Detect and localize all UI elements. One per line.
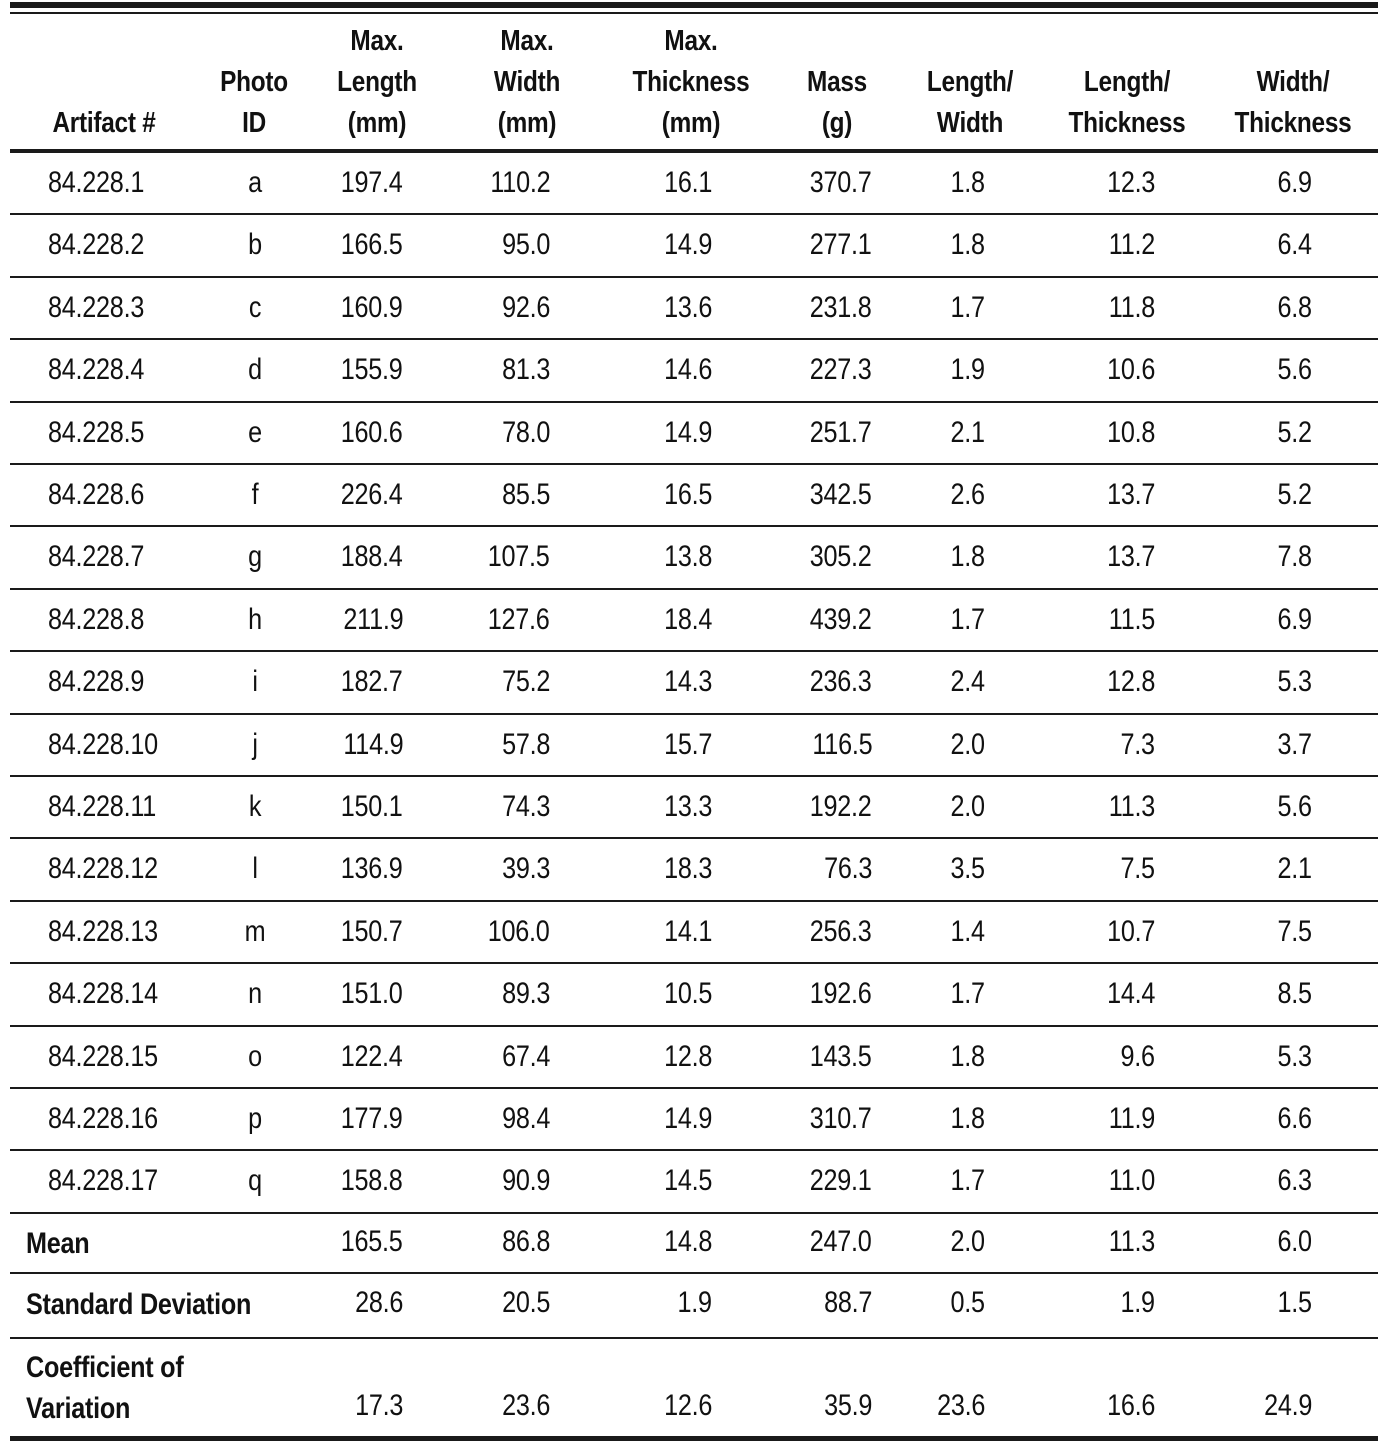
cell-value: 11.2 [1108,228,1155,262]
summary-value: 1.9 [1120,1286,1155,1319]
summary-label: Mean [26,1227,90,1260]
cell-value: 160.9 [341,290,403,324]
cell-artifact-number: 84.228.5 [48,415,145,449]
table-row [10,278,1378,340]
cell-value: 14.3 [663,665,712,699]
cell-value: 107.5 [488,540,550,574]
summary-value: 16.6 [1106,1389,1155,1422]
column-header-line: Length/ [1083,66,1171,98]
cell-value: 13.8 [663,540,712,574]
summary-value: 17.3 [354,1389,403,1422]
table-top-rule-thick [10,2,1378,8]
cell-artifact-number: 84.228.16 [48,1102,158,1135]
summary-value: 2.0 [950,1225,985,1258]
cell-value: 197.4 [341,166,403,199]
cell-value: 1.7 [950,1164,985,1198]
cell-value: 90.9 [501,1164,550,1198]
summary-value: 88.7 [823,1286,872,1319]
column-header-line: (g) [821,107,853,139]
cell-value: 9.6 [1120,1039,1155,1073]
cell-value: 95.0 [501,228,550,262]
cell-value: 12.3 [1106,166,1155,199]
summary-value: 165.5 [341,1225,403,1258]
cell-photo-id: n [248,977,262,1011]
summary-row-standard-deviation [10,1274,1378,1339]
cell-value: 1.9 [950,353,985,387]
column-header-max-length [322,22,431,144]
cell-value: 14.9 [663,415,712,449]
column-header-line: Artifact # [52,107,156,139]
table-row [10,652,1378,714]
cell-value: 7.3 [1120,727,1155,761]
table-row [10,340,1378,402]
cell-value: 14.9 [663,228,712,262]
cell-value: 2.4 [950,665,985,699]
cell-value: 67.4 [501,1039,550,1073]
cell-value: 98.4 [501,1102,550,1135]
cell-value: 342.5 [810,478,872,511]
summary-value: 23.6 [936,1389,985,1422]
column-header-line: Width [936,107,1004,139]
column-header-length-thickness [1047,22,1207,144]
cell-photo-id: k [248,790,262,823]
cell-value: 136.9 [341,852,403,886]
cell-value: 251.7 [810,415,872,449]
cell-value: 5.3 [1277,1039,1312,1073]
column-header-line: Max. [664,25,718,57]
summary-row-mean [10,1213,1378,1274]
cell-value: 11.9 [1108,1102,1155,1135]
cell-value: 7.5 [1277,914,1312,948]
cell-value: 1.4 [950,914,985,948]
column-header-photo-id [208,22,300,144]
summary-label: Coefficient of Variation [26,1351,184,1425]
column-header-line: Mass [807,66,867,98]
cell-value: 6.9 [1277,166,1312,199]
cell-value: 177.9 [341,1102,403,1135]
column-header-line: Photo [220,66,288,98]
cell-value: 1.7 [950,977,985,1011]
cell-photo-id: q [248,1164,262,1198]
table-row [10,527,1378,589]
summary-value: 86.8 [501,1225,550,1258]
column-header-line: (mm) [347,107,407,139]
cell-artifact-number: 84.228.8 [48,602,145,636]
summary-value: 1.5 [1277,1286,1312,1319]
cell-value: 116.5 [812,727,872,761]
summary-value: 12.6 [663,1389,712,1422]
cell-artifact-number: 84.228.12 [48,852,158,886]
cell-photo-id: d [248,353,262,387]
summary-value: 35.9 [823,1389,872,1422]
table-row [10,1151,1378,1213]
cell-value: 92.6 [501,290,550,324]
table-row [10,715,1378,777]
column-header-line: Length/ [926,66,1014,98]
cell-value: 15.7 [663,727,712,761]
summary-value: 14.8 [663,1225,712,1258]
cell-photo-id: j [252,727,258,761]
cell-photo-id: m [244,914,266,948]
cell-artifact-number: 84.228.11 [48,790,156,823]
cell-photo-id: b [248,228,262,262]
cell-value: 10.7 [1106,914,1155,948]
cell-value: 211.9 [343,602,403,636]
cell-value: 75.2 [501,665,550,699]
cell-value: 74.3 [501,790,550,823]
column-header-line: ID [242,107,266,139]
cell-value: 122.4 [341,1039,403,1073]
cell-value: 2.0 [950,790,985,823]
cell-value: 150.7 [341,914,403,948]
cell-value: 13.3 [663,790,712,823]
cell-value: 1.8 [950,166,985,199]
cell-value: 2.0 [950,727,985,761]
cell-value: 89.3 [501,977,550,1011]
cell-value: 81.3 [501,353,550,387]
cell-value: 182.7 [341,665,403,699]
table-row [10,590,1378,652]
cell-value: 14.5 [663,1164,712,1198]
cell-artifact-number: 84.228.6 [48,478,145,511]
column-header-line: Max. [500,25,554,57]
column-header-width-thickness [1217,22,1368,144]
summary-value: 11.3 [1108,1225,1155,1258]
cell-value: 5.6 [1277,790,1312,823]
cell-value: 2.6 [950,478,985,511]
cell-value: 3.5 [950,852,985,886]
cell-artifact-number: 84.228.10 [48,727,158,761]
cell-value: 2.1 [1277,852,1312,886]
cell-photo-id: a [248,166,262,199]
table-row [10,777,1378,839]
cell-value: 16.1 [663,166,712,199]
cell-value: 11.0 [1108,1164,1155,1198]
cell-value: 1.8 [950,1039,985,1073]
cell-value: 310.7 [810,1102,872,1135]
cell-artifact-number: 84.228.15 [48,1039,158,1073]
column-header-max-width [472,22,581,144]
table-row [10,902,1378,964]
column-header-max-thickness [615,22,766,144]
table-row [10,839,1378,901]
cell-value: 1.7 [950,602,985,636]
column-header-line: Width/ [1256,66,1330,98]
table-row [10,465,1378,527]
cell-value: 7.5 [1120,852,1155,886]
cell-value: 10.5 [663,977,712,1011]
column-header-line: (mm) [661,107,721,139]
cell-artifact-number: 84.228.3 [48,290,145,324]
cell-value: 6.4 [1277,228,1312,262]
table-row [10,403,1378,465]
cell-value: 13.7 [1106,478,1155,511]
cell-value: 39.3 [501,852,550,886]
cell-photo-id: f [251,478,259,511]
column-header-line: Thickness [1234,107,1352,139]
cell-artifact-number: 84.228.2 [48,228,145,262]
cell-value: 150.1 [341,790,403,823]
summary-value: 1.9 [677,1286,712,1319]
summary-value: 247.0 [810,1225,872,1258]
cell-value: 3.7 [1277,727,1312,761]
cell-value: 6.6 [1277,1102,1312,1135]
summary-label: Standard Deviation [26,1288,252,1321]
cell-value: 85.5 [501,478,550,511]
summary-value: 6.0 [1277,1225,1312,1258]
cell-value: 11.5 [1108,602,1155,636]
cell-photo-id: p [248,1102,262,1135]
cell-artifact-number: 84.228.1 [48,166,145,199]
cell-value: 192.2 [810,790,872,823]
column-header-artifact [20,22,188,144]
cell-value: 2.1 [950,415,985,449]
cell-value: 106.0 [488,914,550,948]
table-top-rule-thin [10,12,1378,14]
cell-value: 1.7 [950,290,985,324]
cell-artifact-number: 84.228.9 [48,665,145,699]
cell-value: 18.4 [663,602,712,636]
cell-value: 256.3 [810,914,872,948]
cell-value: 277.1 [810,228,872,262]
cell-value: 236.3 [810,665,872,699]
cell-artifact-number: 84.228.14 [48,977,158,1011]
cell-value: 110.2 [490,166,550,199]
cell-value: 14.1 [663,914,712,948]
cell-value: 1.8 [950,540,985,574]
cell-value: 114.9 [343,727,403,761]
column-header-length-width [915,22,1024,144]
cell-photo-id: h [248,602,262,636]
summary-value: 23.6 [501,1389,550,1422]
cell-value: 158.8 [341,1164,403,1198]
cell-value: 14.9 [663,1102,712,1135]
cell-value: 188.4 [341,540,403,574]
column-header-line: Length [337,66,417,98]
cell-photo-id: o [248,1039,262,1073]
cell-value: 160.6 [341,415,403,449]
table-row [10,153,1378,215]
cell-value: 439.2 [810,602,872,636]
column-header-line: (mm) [497,107,557,139]
column-header-line: Thickness [632,66,750,98]
cell-value: 11.3 [1108,790,1155,823]
cell-value: 5.2 [1277,415,1312,449]
cell-value: 6.9 [1277,602,1312,636]
summary-value: 0.5 [950,1286,985,1319]
cell-value: 10.6 [1106,353,1155,387]
cell-photo-id: g [248,540,262,574]
cell-artifact-number: 84.228.13 [48,914,158,948]
table-row [10,964,1378,1026]
cell-value: 8.5 [1277,977,1312,1011]
cell-value: 12.8 [663,1039,712,1073]
cell-artifact-number: 84.228.17 [48,1164,158,1198]
column-header-line: Width [493,66,561,98]
cell-photo-id: i [252,665,258,699]
column-header-line: Max. [350,25,404,57]
cell-value: 78.0 [501,415,550,449]
summary-value: 28.6 [354,1286,403,1319]
cell-value: 1.8 [950,1102,985,1135]
summary-value: 24.9 [1263,1389,1312,1422]
cell-value: 14.6 [663,353,712,387]
cell-value: 166.5 [341,228,403,262]
cell-value: 305.2 [810,540,872,574]
cell-value: 16.5 [663,478,712,511]
cell-value: 5.6 [1277,353,1312,387]
cell-value: 10.8 [1106,415,1155,449]
cell-value: 13.6 [663,290,712,324]
cell-artifact-number: 84.228.7 [48,540,145,574]
cell-value: 11.8 [1108,290,1155,324]
cell-value: 14.4 [1106,977,1155,1011]
cell-value: 5.3 [1277,665,1312,699]
cell-photo-id: l [252,852,258,886]
cell-value: 143.5 [810,1039,872,1073]
table-bottom-rule [10,1436,1378,1441]
cell-value: 1.8 [950,228,985,262]
table-row [10,1027,1378,1089]
cell-value: 6.3 [1277,1164,1312,1198]
cell-artifact-number: 84.228.4 [48,353,145,387]
table-row [10,215,1378,277]
summary-row-coefficient-of-variation [10,1339,1378,1437]
cell-value: 12.8 [1106,665,1155,699]
cell-value: 13.7 [1106,540,1155,574]
cell-value: 127.6 [488,602,550,636]
cell-value: 6.8 [1277,290,1312,324]
cell-value: 226.4 [341,478,403,511]
cell-value: 192.6 [810,977,872,1011]
column-header-line: Thickness [1068,107,1186,139]
cell-value: 155.9 [341,353,403,387]
column-header-mass [787,22,888,144]
cell-value: 76.3 [823,852,872,886]
cell-value: 151.0 [341,977,403,1011]
table-row [10,1089,1378,1151]
cell-value: 57.8 [501,727,550,761]
cell-value: 229.1 [810,1164,872,1198]
cell-value: 370.7 [810,166,872,199]
cell-value: 227.3 [810,353,872,387]
cell-value: 18.3 [663,852,712,886]
cell-photo-id: c [248,290,262,324]
cell-value: 7.8 [1277,540,1312,574]
cell-value: 5.2 [1277,478,1312,511]
cell-value: 231.8 [810,290,872,324]
cell-photo-id: e [248,415,262,449]
summary-value: 20.5 [501,1286,550,1319]
